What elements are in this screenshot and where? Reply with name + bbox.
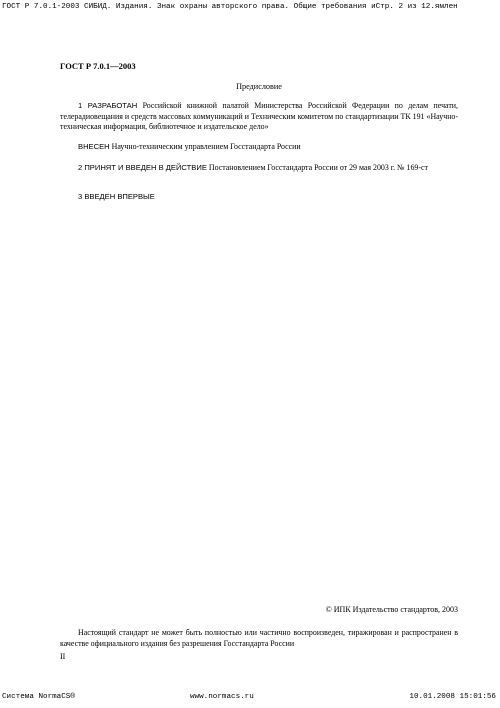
paragraph-developed-label: 1 РАЗРАБОТАН (78, 101, 138, 110)
copyright-line: © ИПК Издательство стандартов, 2003 (325, 605, 458, 614)
paragraph-adopted-text: Постановлением Госстандарта России от 29 мая 2003 г. № 169-ст (206, 163, 428, 172)
paragraph-introduced-label: ВНЕСЕН (78, 142, 110, 151)
document-code: ГОСТ Р 7.0.1—2003 (60, 61, 136, 71)
paragraph-adopted (60, 163, 458, 174)
paragraph-developed-text: Российской книжной палатой Министерства Российской Федерации по делам печати, телерадиовещания и средств массовых коммуникаций и Техническим комитетом по стандартизации ТК 191 «Научно-техническая информация, библиотечное и издательское дело» (60, 101, 458, 132)
foreword-title: Предисловие (236, 82, 282, 91)
footer-system-name: Система NormaCS® (2, 693, 75, 701)
paragraph-first-introduced-text: 3 ВВЕДЕН ВПЕРВЫЕ (78, 192, 155, 201)
footer-website: www.normacs.ru (190, 693, 254, 701)
paragraph-introduced (60, 142, 458, 153)
reproduction-notice: Настоящий стандарт не может быть полностью или частично воспроизведен, тиражирован и распространен в качестве официального издания без разрешения Госстандарта России (60, 628, 458, 648)
page-header: ГОСТ Р 7.0.1-2003 СИБИД. Издания. Знак охраны авторского права. Общие требования иСтр. 2 из 12.ямлен (2, 3, 458, 11)
page-number: II (60, 652, 66, 661)
paragraph-first-introduced (60, 192, 458, 203)
paragraph-developed (60, 101, 458, 133)
paragraph-introduced-text: Научно-техническим управлением Госстандарта России (109, 142, 301, 151)
paragraph-adopted-label: 2 ПРИНЯТ И ВВЕДЕН В ДЕЙСТВИЕ (78, 163, 207, 172)
footer-timestamp: 10.01.2008 15:01:56 (409, 693, 496, 701)
